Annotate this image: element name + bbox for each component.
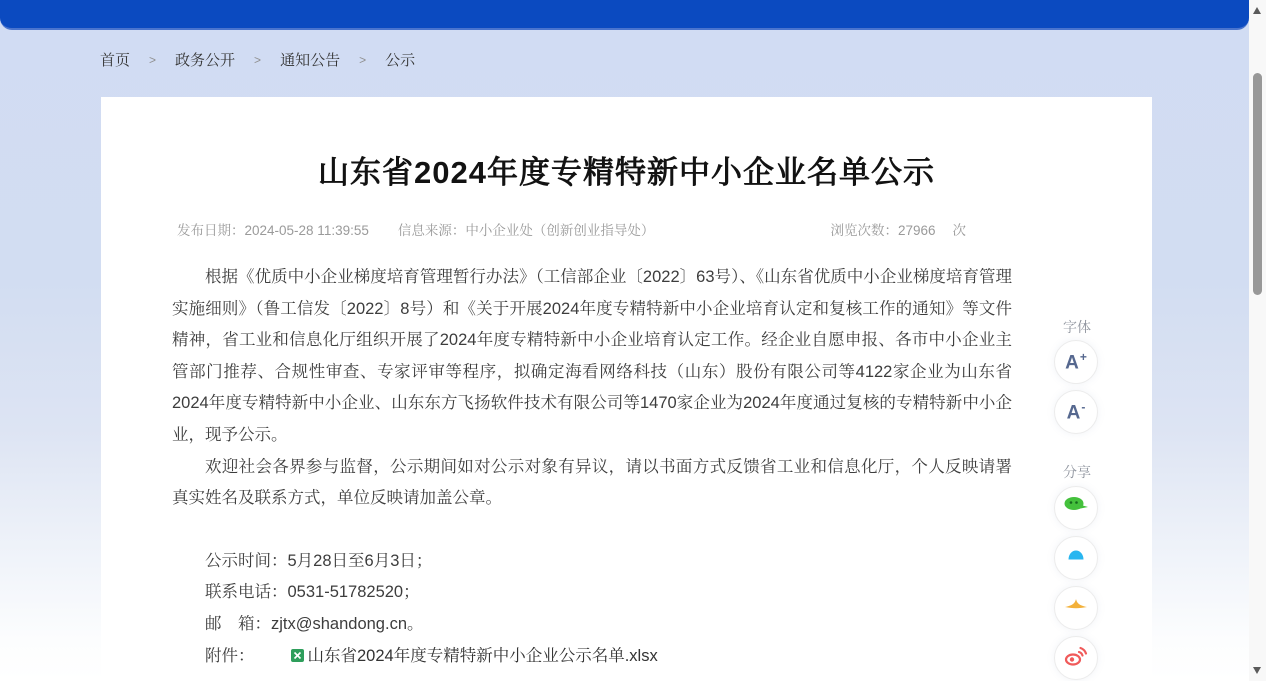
font-size-label: 字体 xyxy=(1063,319,1091,335)
view-count-value: 27966 xyxy=(897,223,936,238)
top-banner xyxy=(0,0,1249,30)
breadcrumb xyxy=(100,49,415,70)
wechat-share-icon xyxy=(1062,493,1090,524)
qzone-share-button[interactable] xyxy=(1054,586,1098,630)
attachment-download-link[interactable] xyxy=(255,647,658,665)
share-label: 分享 xyxy=(1063,464,1091,480)
breadcrumb-separator: > xyxy=(149,52,157,67)
paragraph: 欢迎社会各界参与监督，公示期间如对公示对象有异议，请以书面方式反馈省工业和信息化厅，个人反映请署真实姓名及联系方式，单位反映请加盖公章。 xyxy=(172,457,1012,508)
weibo-share-icon xyxy=(1063,643,1089,674)
contact-info-block xyxy=(172,546,1012,641)
publish-date xyxy=(177,219,369,239)
breadcrumb-notices[interactable]: 通知公告 xyxy=(280,52,341,69)
vertical-scrollbar[interactable] xyxy=(1249,0,1266,681)
info-source-value: 中小企业处（创新创业指导处） xyxy=(465,223,655,238)
publish-date-label: 发布日期： xyxy=(177,223,245,238)
breadcrumb-current-publicity: 公示 xyxy=(385,52,416,69)
excel-file-icon xyxy=(258,642,304,674)
font-increase-button[interactable] xyxy=(1054,340,1098,384)
scroll-down-arrow[interactable] xyxy=(1253,667,1261,674)
article-meta xyxy=(101,219,1152,239)
qq-share-icon xyxy=(1063,543,1089,574)
breadcrumb-separator: > xyxy=(254,52,262,67)
attachment-label: 附件： xyxy=(205,646,255,665)
publicity-period-line: 公示时间：5月28日至6月3日； xyxy=(205,551,433,570)
breadcrumb-gov-info[interactable]: 政务公开 xyxy=(175,52,236,69)
attachment-line xyxy=(172,641,1012,674)
font-decrease-button[interactable] xyxy=(1054,390,1098,434)
scroll-up-arrow[interactable] xyxy=(1253,7,1261,14)
attachment-filename[interactable]: 山东省2024年度专精特新中小企业公示名单.xlsx xyxy=(307,646,658,665)
qq-share-button[interactable] xyxy=(1054,536,1098,580)
wechat-share-button[interactable] xyxy=(1054,486,1098,530)
article-card xyxy=(101,97,1152,681)
contact-phone-line: 联系电话：0531-51782520； xyxy=(205,583,420,602)
font-increase-glyph: A+ xyxy=(1065,349,1087,374)
view-count-unit: 次 xyxy=(952,223,966,238)
font-decrease-glyph: A- xyxy=(1066,399,1086,424)
breadcrumb-home[interactable]: 首页 xyxy=(100,52,131,69)
contact-email-line: 邮 箱：zjtx@shandong.cn。 xyxy=(205,614,424,633)
view-count xyxy=(830,219,966,239)
info-source xyxy=(398,219,655,239)
paragraph: 根据《优质中小企业梯度培育管理暂行办法》（工信部企业〔2022〕63号）、《山东省优质中小企业梯度培育管理实施细则》（鲁工信发〔2022〕8号）和《关于开展2024年度专精特新中小企业培育认定和复核工作的通知》等文件精神，省工业和信息化厅组织开展了2024年度专精特新中小企业培育认定工作。经企业自愿申报、各市中小企业主管部门推荐、合规性审查、专家评审等程序，拟确定海看网络科技（山东）股份有限公司等4122家企业为山东省2024年度专精特新中小企业、山东东方飞扬软件技术有限公司等1470家企业为2024年度通过复核的专精特新中小企业，现予公示。 xyxy=(172,268,1012,444)
view-count-label: 浏览次数： xyxy=(830,223,898,238)
article-body xyxy=(101,262,1012,673)
publish-date-value: 2024-05-28 11:39:55 xyxy=(244,223,369,238)
scrollbar-thumb[interactable] xyxy=(1253,73,1262,295)
weibo-share-button[interactable] xyxy=(1054,636,1098,680)
qzone-share-icon xyxy=(1063,593,1089,624)
info-source-label: 信息来源： xyxy=(397,223,466,238)
page-title: 山东省2024年度专精特新中小企业名单公示 xyxy=(318,155,935,190)
breadcrumb-separator: > xyxy=(359,52,367,67)
